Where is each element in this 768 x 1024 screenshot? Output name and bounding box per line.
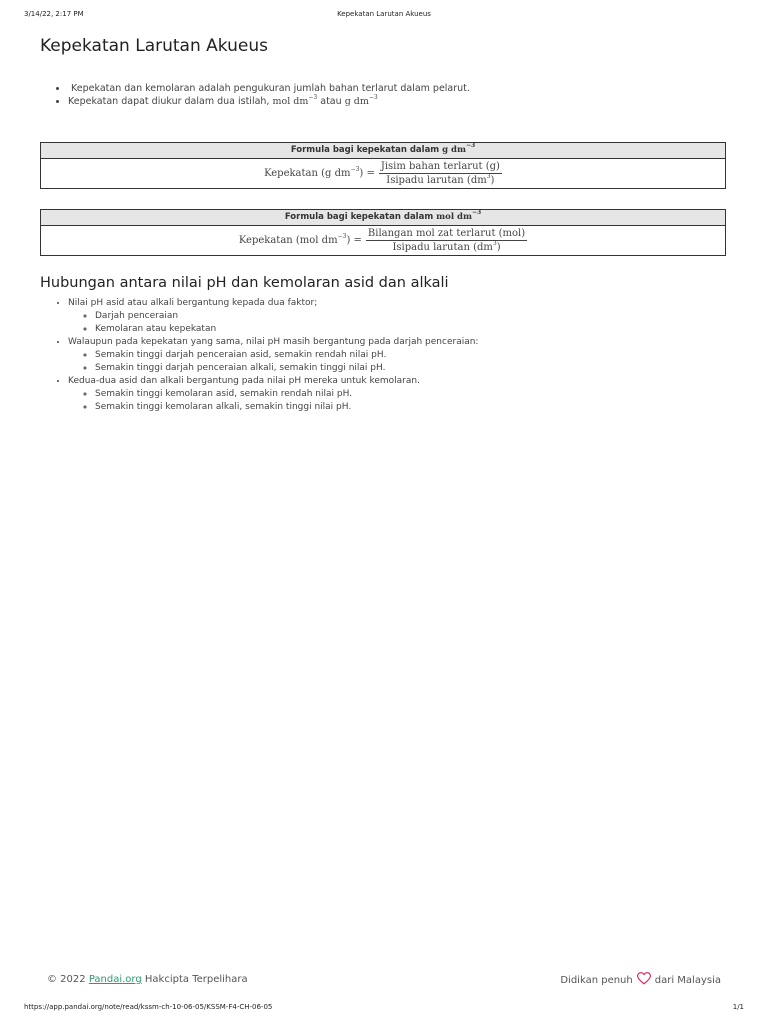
list-item: • Kedua-dua asid dan alkali bergantung pada nilai pH mereka untuk kemolaran. ◦ Semakin tinggi kemolaran asid, semakin rendah nilai pH. ◦ Semakin tinggi kemolaran alkali, semakin tinggi nilai pH. <box>68 375 478 414</box>
formula-fraction <box>379 160 502 187</box>
page-title: Kepekatan Larutan Akueus <box>40 36 268 56</box>
formula-box-g <box>40 142 726 189</box>
formula-fraction <box>366 227 527 254</box>
print-datetime: 3/14/22, 2:17 PM <box>24 10 84 18</box>
sub-list-item: ◦ Semakin tinggi kemolaran alkali, semakin tinggi nilai pH. <box>95 401 478 414</box>
list-item: • Nilai pH asid atau alkali bergantung kepada dua faktor; ◦ Darjah penceraian ◦ Kemolaran atau kepekatan <box>68 297 478 336</box>
print-footer <box>24 1003 744 1011</box>
print-url: https://app.pandai.org/note/read/kssm-ch-10-06-05/KSSM-F4-CH-06-05 <box>24 1003 273 1011</box>
intro-item-2-prefix: Kepekatan dapat diukur dalam dua istilah, <box>68 96 270 107</box>
unit-mol-dm: mol $dm^{-3}$ <box>272 94 318 107</box>
formula-box-mol <box>40 209 726 256</box>
list-item <box>68 82 470 95</box>
formula-body <box>41 159 725 188</box>
formula-denominator: Isipadu larutan $(dm^3)$ <box>392 240 501 253</box>
sub-list-item: ◦ Kemolaran atau kepekatan <box>95 323 478 336</box>
print-doc-title: Kepekatan Larutan Akueus <box>337 10 431 18</box>
list-item: • Walaupun pada kepekatan yang sama, nilai pH masih bergantung pada darjah penceraian: ◦ Semakin tinggi darjah penceraian asid, semakin rendah nilai pH. ◦ Semakin tinggi darjah penceraian alkali, semakin tinggi nilai pH. <box>68 336 478 375</box>
list-item <box>68 95 470 108</box>
formula-numerator: Jisim bahan terlarut (g) <box>380 161 500 172</box>
unit-g-dm: g $dm^{-3}$ <box>344 94 378 107</box>
formula-body <box>41 226 725 255</box>
intro-item-1: Kepekatan dan kemolaran adalah pengukuran jumlah bahan terlarut dalam pelarut. <box>71 83 470 94</box>
formula-header: Formula bagi kepekatan dalam mol $dm^{-3}$ <box>41 210 725 226</box>
formula-numerator: Bilangan mol zat terlarut (mol) <box>367 228 526 239</box>
heart-outline-icon <box>637 972 651 988</box>
footer-made-in: Didikan penuh dari Malaysia <box>560 972 721 988</box>
sub-list-item: ◦ Semakin tinggi darjah penceraian asid, semakin rendah nilai pH. <box>95 349 478 362</box>
print-page-number: 1/1 <box>732 1003 744 1011</box>
intro-list <box>40 82 470 108</box>
print-header <box>24 10 744 22</box>
footer-copyright: © 2022 Pandai.org Hakcipta Terpelihara <box>47 974 248 985</box>
formula-denominator: Isipadu larutan $(dm^3)$ <box>386 173 495 186</box>
formula-lhs: Kepekatan (mol $dm^{-3}$) = <box>238 233 362 246</box>
section-heading: Hubungan antara nilai pH dan kemolaran asid dan alkali <box>40 275 449 291</box>
formula-lhs: Kepekatan (g $dm^{-3}$) = <box>264 166 375 179</box>
intro-item-2-mid: atau <box>320 96 342 107</box>
sub-list-item: ◦ Darjah penceraian <box>95 310 478 323</box>
sub-list-item: ◦ Semakin tinggi kemolaran asid, semakin rendah nilai pH. <box>95 388 478 401</box>
sub-list-item: ◦ Semakin tinggi darjah penceraian alkali, semakin tinggi nilai pH. <box>95 362 478 375</box>
ph-list <box>40 297 478 414</box>
pandai-link[interactable]: Pandai.org <box>88 974 142 985</box>
formula-header: Formula bagi kepekatan dalam g $dm^{-3}$ <box>41 143 725 159</box>
